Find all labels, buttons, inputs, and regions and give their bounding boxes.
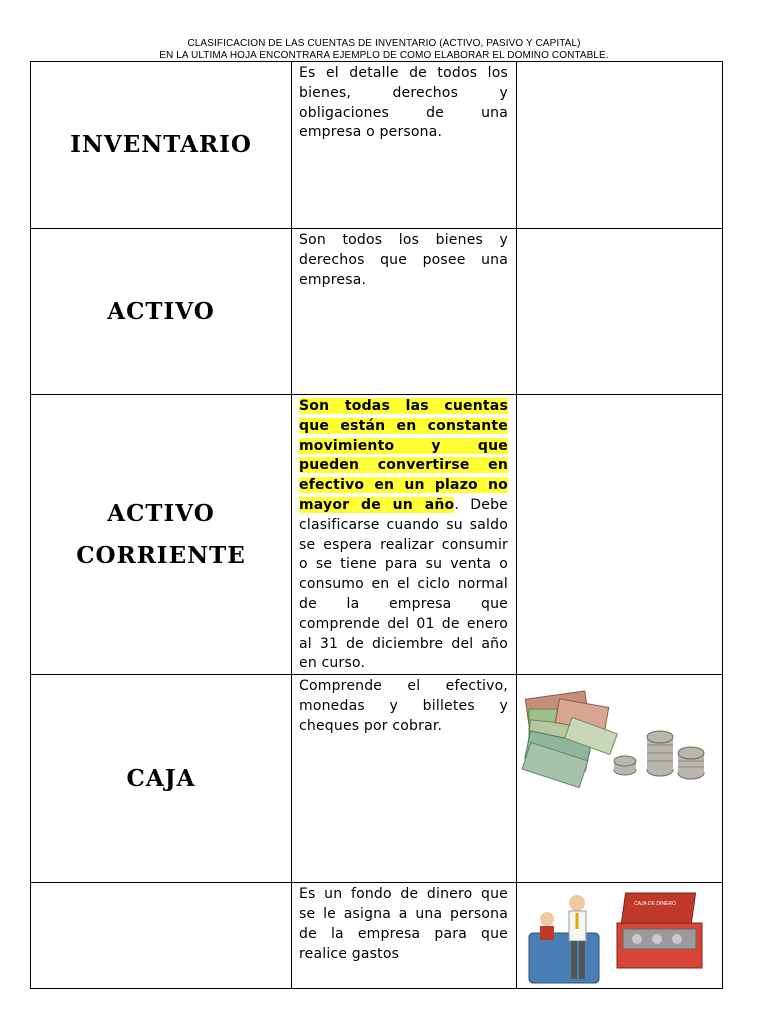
header-note: EN LA ULTIMA HOJA ENCONTRARA EJEMPLO DE COMO ELABORAR EL DOMINO CONTABLE. [159,50,609,61]
definition-cell [292,395,517,675]
term-cell [31,62,292,229]
money-bills-and-coins-image [517,675,722,883]
image-cell [517,395,723,675]
term-cell [31,229,292,395]
petty-cash-box-image [517,883,722,989]
term-cell [31,395,292,675]
definition-activo-corriente [292,395,516,674]
image-cell [517,883,723,989]
term-caja: CAJA [126,764,196,792]
table-row [31,62,723,229]
cash-box-label: CAJA DE DINERO [634,901,676,908]
highlighted-definition: Son todas las cuentas que están en constante movimiento y que pueden convertirse en efectivo en un plazo no mayor de un año [299,398,508,513]
definition-activo: Son todos los bienes y derechos que posee una empresa. [299,232,508,288]
image-cell [517,675,723,883]
table-row [31,229,723,395]
header-title: CLASIFICACION DE LAS CUENTAS DE INVENTARIO (ACTIVO, PASIVO Y CAPITAL) [187,38,581,49]
term-cell [31,883,292,989]
table-row [31,395,723,675]
term-inventario: INVENTARIO [70,131,252,158]
table-row [31,675,723,883]
definition-cell [292,62,517,229]
term-activo: ACTIVO [107,297,215,325]
term-cell [31,675,292,883]
document-header [0,38,768,62]
definition-continuation: . Debe clasificarse cuando su saldo se espera realizar consumir o se tiene para su venta o consumo en el ciclo normal de la empresa que comprende del 01 de enero al 31 de diciembre del año en curso. [299,496,508,672]
image-cell [517,62,723,229]
definition-cell [292,883,517,989]
definition-cell [292,229,517,395]
term-activo-corriente-line2: CORRIENTE [76,541,246,569]
table-row [31,883,723,989]
definition-inventario: Es el detalle de todos los bienes, derechos y obligaciones de una empresa o persona. [299,65,508,141]
definition-caja-chica: Es un fondo de dinero que se le asigna a una persona de la empresa para que realice gastos [299,886,508,962]
image-cell [517,229,723,395]
definition-cell [292,675,517,883]
accounts-table [30,61,723,989]
definition-caja: Comprende el efectivo, monedas y billetes y cheques por cobrar. [299,678,508,734]
term-activo-corriente-line1: ACTIVO [107,499,215,527]
